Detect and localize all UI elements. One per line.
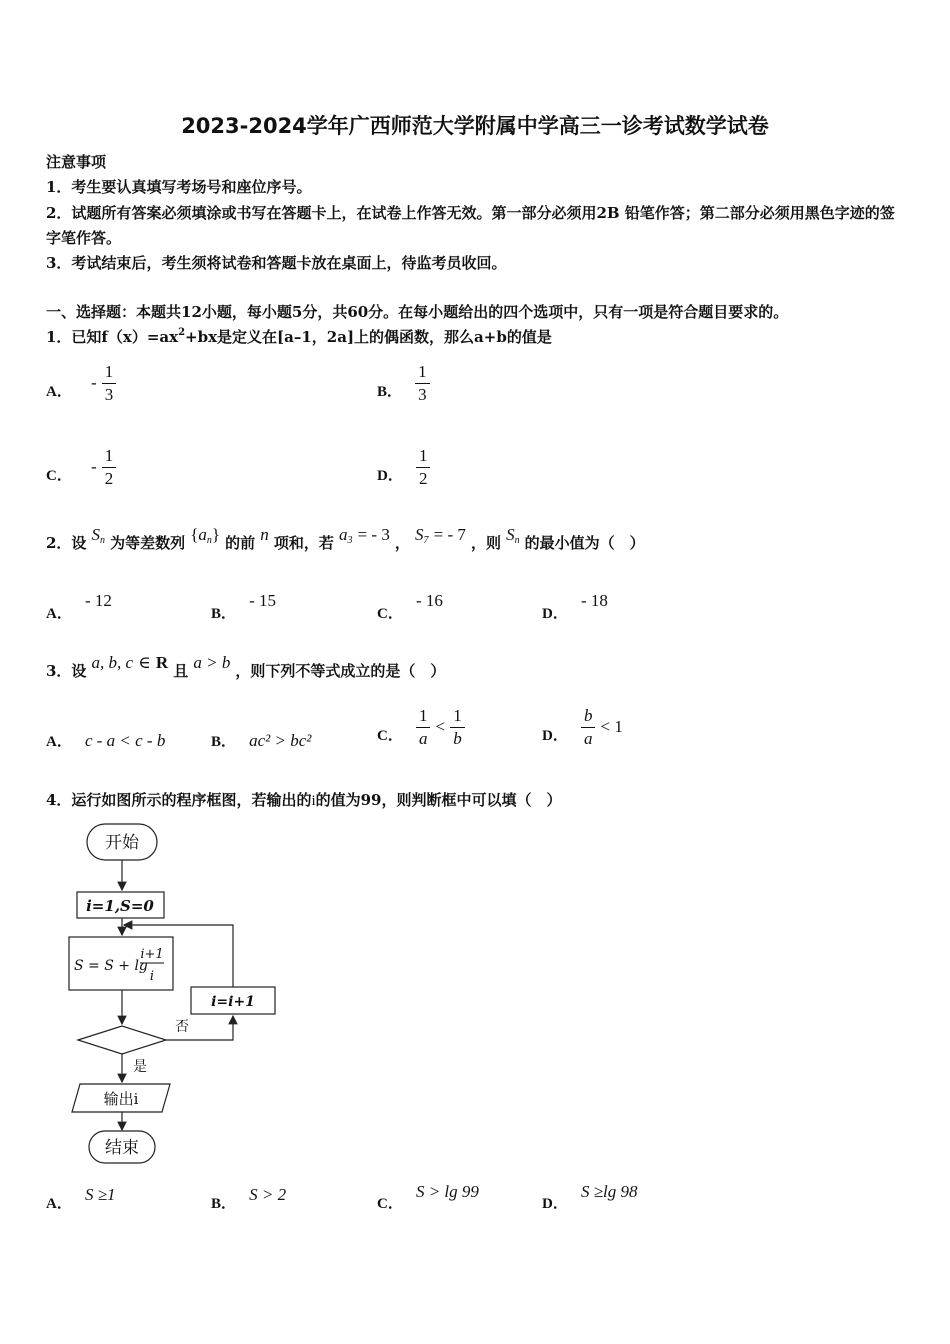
- flow-output-label: 输出i: [103, 1090, 139, 1108]
- q3-option-d[interactable]: D． $\frac{b}{a}$ < 1: [542, 706, 623, 748]
- flow-assign-label: S = S + lg: [74, 958, 148, 974]
- flow-assign-denominator: i: [149, 969, 155, 984]
- notice-item-3: 3．考试结束后，考生须将试卷和答题卡放在桌面上，待监考员收回。: [46, 254, 507, 272]
- fraction: $\frac{1}{3}$: [102, 361, 117, 406]
- fraction: $\frac{1}{2}$: [416, 445, 431, 490]
- q3-stem: 3．设 a, b, c ∈ R 且 a > b ，则下列不等式成立的是（ ）: [46, 653, 446, 680]
- q2-option-c[interactable]: C． - 16: [377, 591, 443, 622]
- q4-option-a[interactable]: A． S ≥1: [46, 1185, 116, 1212]
- fraction: $\frac{1}{2}$: [102, 445, 117, 490]
- q1-option-b[interactable]: B． $\frac{1}{3}$: [377, 361, 430, 406]
- page-title: 2023-2024学年广西师范大学附属中学高三一诊考试数学试卷: [181, 114, 769, 138]
- q2-option-b[interactable]: B． - 15: [211, 591, 277, 622]
- flow-init-label: i=1,S=0: [86, 897, 154, 915]
- q2-option-d[interactable]: D． - 18: [542, 591, 608, 622]
- notice-item-1: 1．考生要认真填写考场号和座位序号。: [46, 178, 312, 196]
- q1-option-a[interactable]: A． - $\frac{1}{3}$: [46, 361, 116, 406]
- fraction: $\frac{b}{a}$: [581, 705, 596, 750]
- q4-option-d[interactable]: D． S ≥lg 98: [542, 1182, 638, 1212]
- flow-assign-numerator: i+1: [140, 947, 164, 962]
- flow-no-label: 否: [175, 1019, 189, 1035]
- fraction: $\frac{1}{3}$: [415, 361, 430, 406]
- q4-stem: 4．运行如图所示的程序框图，若输出的i的值为99，则判断框中可以填（ ）: [46, 791, 562, 809]
- section-heading: 一、选择题：本题共12小题，每小题5分，共60分。在每小题给出的四个选项中，只有一项是符合题目要求的。: [46, 303, 789, 321]
- fraction: $\frac{1}{a}$: [416, 705, 431, 750]
- notice-item-2: 2．试题所有答案必须填涂或书写在答题卡上，在试卷上作答无效。第一部分必须用2B 铅笔作答；第二部分必须用黑色字迹的签字笔作答。: [46, 204, 895, 247]
- q2-option-a[interactable]: A． - 12: [46, 591, 112, 622]
- flow-end-label: 结束: [105, 1138, 139, 1158]
- q1-stem: 1．已知$f(x)=ax^2+bx$是定义在[a–1，2a]上的偶函数，那么a+b的值是: [46, 327, 552, 346]
- q3-option-a[interactable]: A． c - a < c - b: [46, 731, 166, 750]
- fraction: $\frac{1}{b}$: [450, 705, 465, 750]
- flow-start-label: 开始: [105, 833, 139, 853]
- notice-heading: 注意事项: [46, 153, 107, 171]
- flowchart: [60, 820, 290, 1170]
- q1-option-c[interactable]: C． - $\frac{1}{2}$: [46, 445, 116, 490]
- q4-option-b[interactable]: B． S > 2: [211, 1185, 287, 1212]
- q3-option-c[interactable]: C． $\frac{1}{a}$ < $\frac{1}{b}$: [377, 705, 465, 750]
- flow-decision-node: [78, 1026, 166, 1054]
- q4-option-c[interactable]: C． S > lg 99: [377, 1182, 479, 1212]
- flow-yes-label: 是: [133, 1059, 147, 1075]
- q2-stem: 2．设 $S_n$ 为等差数列 $\{a_n\}$ 的前 n 项和，若 $a_3$ = - 3 ， $S_7$ = - 7 ，则 $S_n$ 的最小值为（ ）: [46, 525, 645, 552]
- flow-increment-label: i=i+1: [211, 994, 255, 1010]
- q3-option-b[interactable]: B． ac² > bc²: [211, 731, 312, 750]
- q1-option-d[interactable]: D． $\frac{1}{2}$: [377, 445, 430, 490]
